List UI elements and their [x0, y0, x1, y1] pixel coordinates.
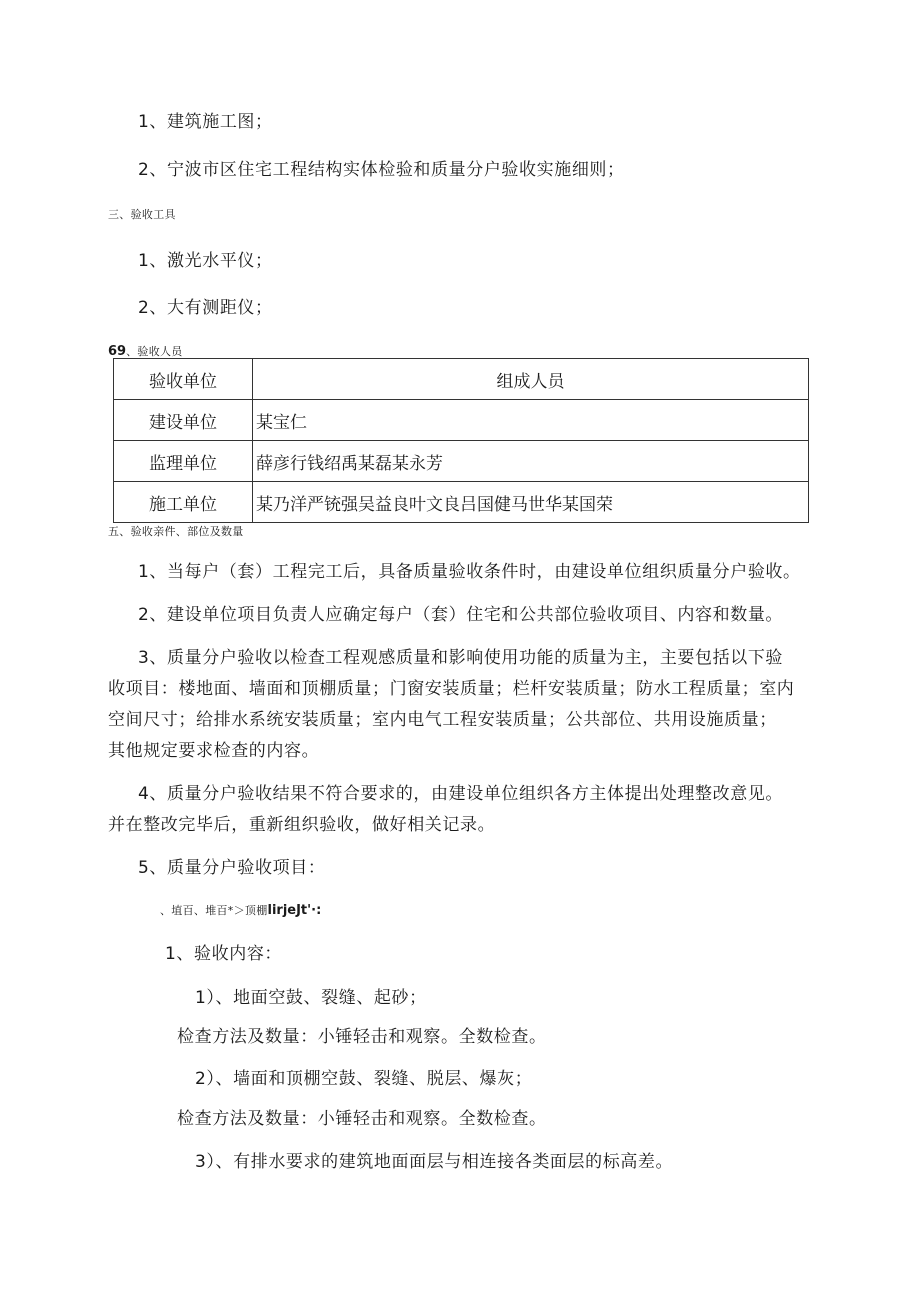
table-row: [114, 400, 809, 441]
conditions-paragraph-1: 1、当每户（套）工程完工后，具备质量验收条件时，由建设单位组织质量分户验收。: [138, 562, 801, 582]
personnel-table: [113, 358, 809, 523]
table-header-row: [114, 359, 809, 400]
row-unit: 建设单位: [114, 400, 253, 441]
row-unit: 施工单位: [114, 482, 253, 523]
table-row: [114, 441, 809, 482]
tools-item-2: 2、大有测距仪；: [138, 298, 273, 318]
column-header-unit: 验收单位: [114, 359, 253, 400]
conditions-heading: 五、验收亲件、部位及数量: [108, 525, 244, 538]
inspection-method-1: 检查方法及数量：小锤轻击和观察。全数检查。: [177, 1027, 547, 1047]
conditions-paragraph-2: 2、建设单位项目负责人应确定每户（套）住宅和公共部位验收项目、内容和数量。: [138, 605, 784, 625]
inspection-item-3: 3）、有排水要求的建筑地面面层与相连接各类面层的标高差。: [195, 1152, 674, 1172]
subsection-heading-suffix: lirjeJt'·:: [267, 903, 322, 918]
row-members: 某乃洋严铳强吴益良叶文良吕国健马世华某国荣: [253, 482, 809, 523]
inspection-content-label: 1、验收内容：: [165, 944, 283, 964]
conditions-paragraph-3-line-4: 其他规定要求检查的内容。: [108, 741, 320, 761]
conditions-paragraph-4-line-2: 并在整改完毕后，重新组织验收，做好相关记录。: [108, 815, 496, 835]
subsection-heading-prefix: 、埴百、堆百*＞顶棚: [160, 904, 268, 917]
personnel-heading-number: 69: [108, 344, 127, 359]
table-row: [114, 482, 809, 523]
conditions-paragraph-3-line-3: 空间尺寸；给排水系统安装质量；室内电气工程安装质量；公共部位、共用设施质量；: [108, 710, 777, 730]
conditions-paragraph-5: 5、质量分户验收项目：: [138, 858, 326, 878]
inspection-item-1: 1）、地面空鼓、裂缝、起砂；: [195, 988, 427, 1008]
column-header-members: 组成人员: [253, 359, 809, 400]
conditions-paragraph-3-line-1: 3、质量分户验收以检查工程观感质量和影响使用功能的质量为主，主要包括以下验: [138, 648, 784, 668]
personnel-heading-text: 、验收人员: [126, 345, 183, 358]
inspection-method-2: 检查方法及数量：小锤轻击和观察。全数检查。: [177, 1109, 547, 1129]
conditions-paragraph-4-line-1: 4、质量分户验收结果不符合要求的，由建设单位组织各方主体提出处理整改意见。: [138, 784, 784, 804]
inspection-item-2: 2）、墙面和顶棚空鼓、裂缝、脱层、爆灰；: [195, 1069, 533, 1089]
tools-item-1: 1、激光水平仪；: [138, 251, 273, 271]
row-members: 某宝仁: [253, 400, 809, 441]
conditions-paragraph-3-line-2: 收项目：楼地面、墙面和顶棚质量；门窗安装质量；栏杆安装质量；防水工程质量；室内: [108, 679, 795, 699]
row-unit: 监理单位: [114, 441, 253, 482]
basis-item-2: 2、宁波市区住宅工程结构实体检验和质量分户验收实施细则；: [138, 160, 625, 180]
basis-item-1: 1、建筑施工图；: [138, 112, 273, 132]
subsection-heading: [160, 899, 321, 918]
personnel-heading: [108, 340, 183, 359]
row-members: 薛彦行钱绍禹某磊某永芳: [253, 441, 809, 482]
tools-heading: 三、验收工具: [108, 208, 176, 221]
